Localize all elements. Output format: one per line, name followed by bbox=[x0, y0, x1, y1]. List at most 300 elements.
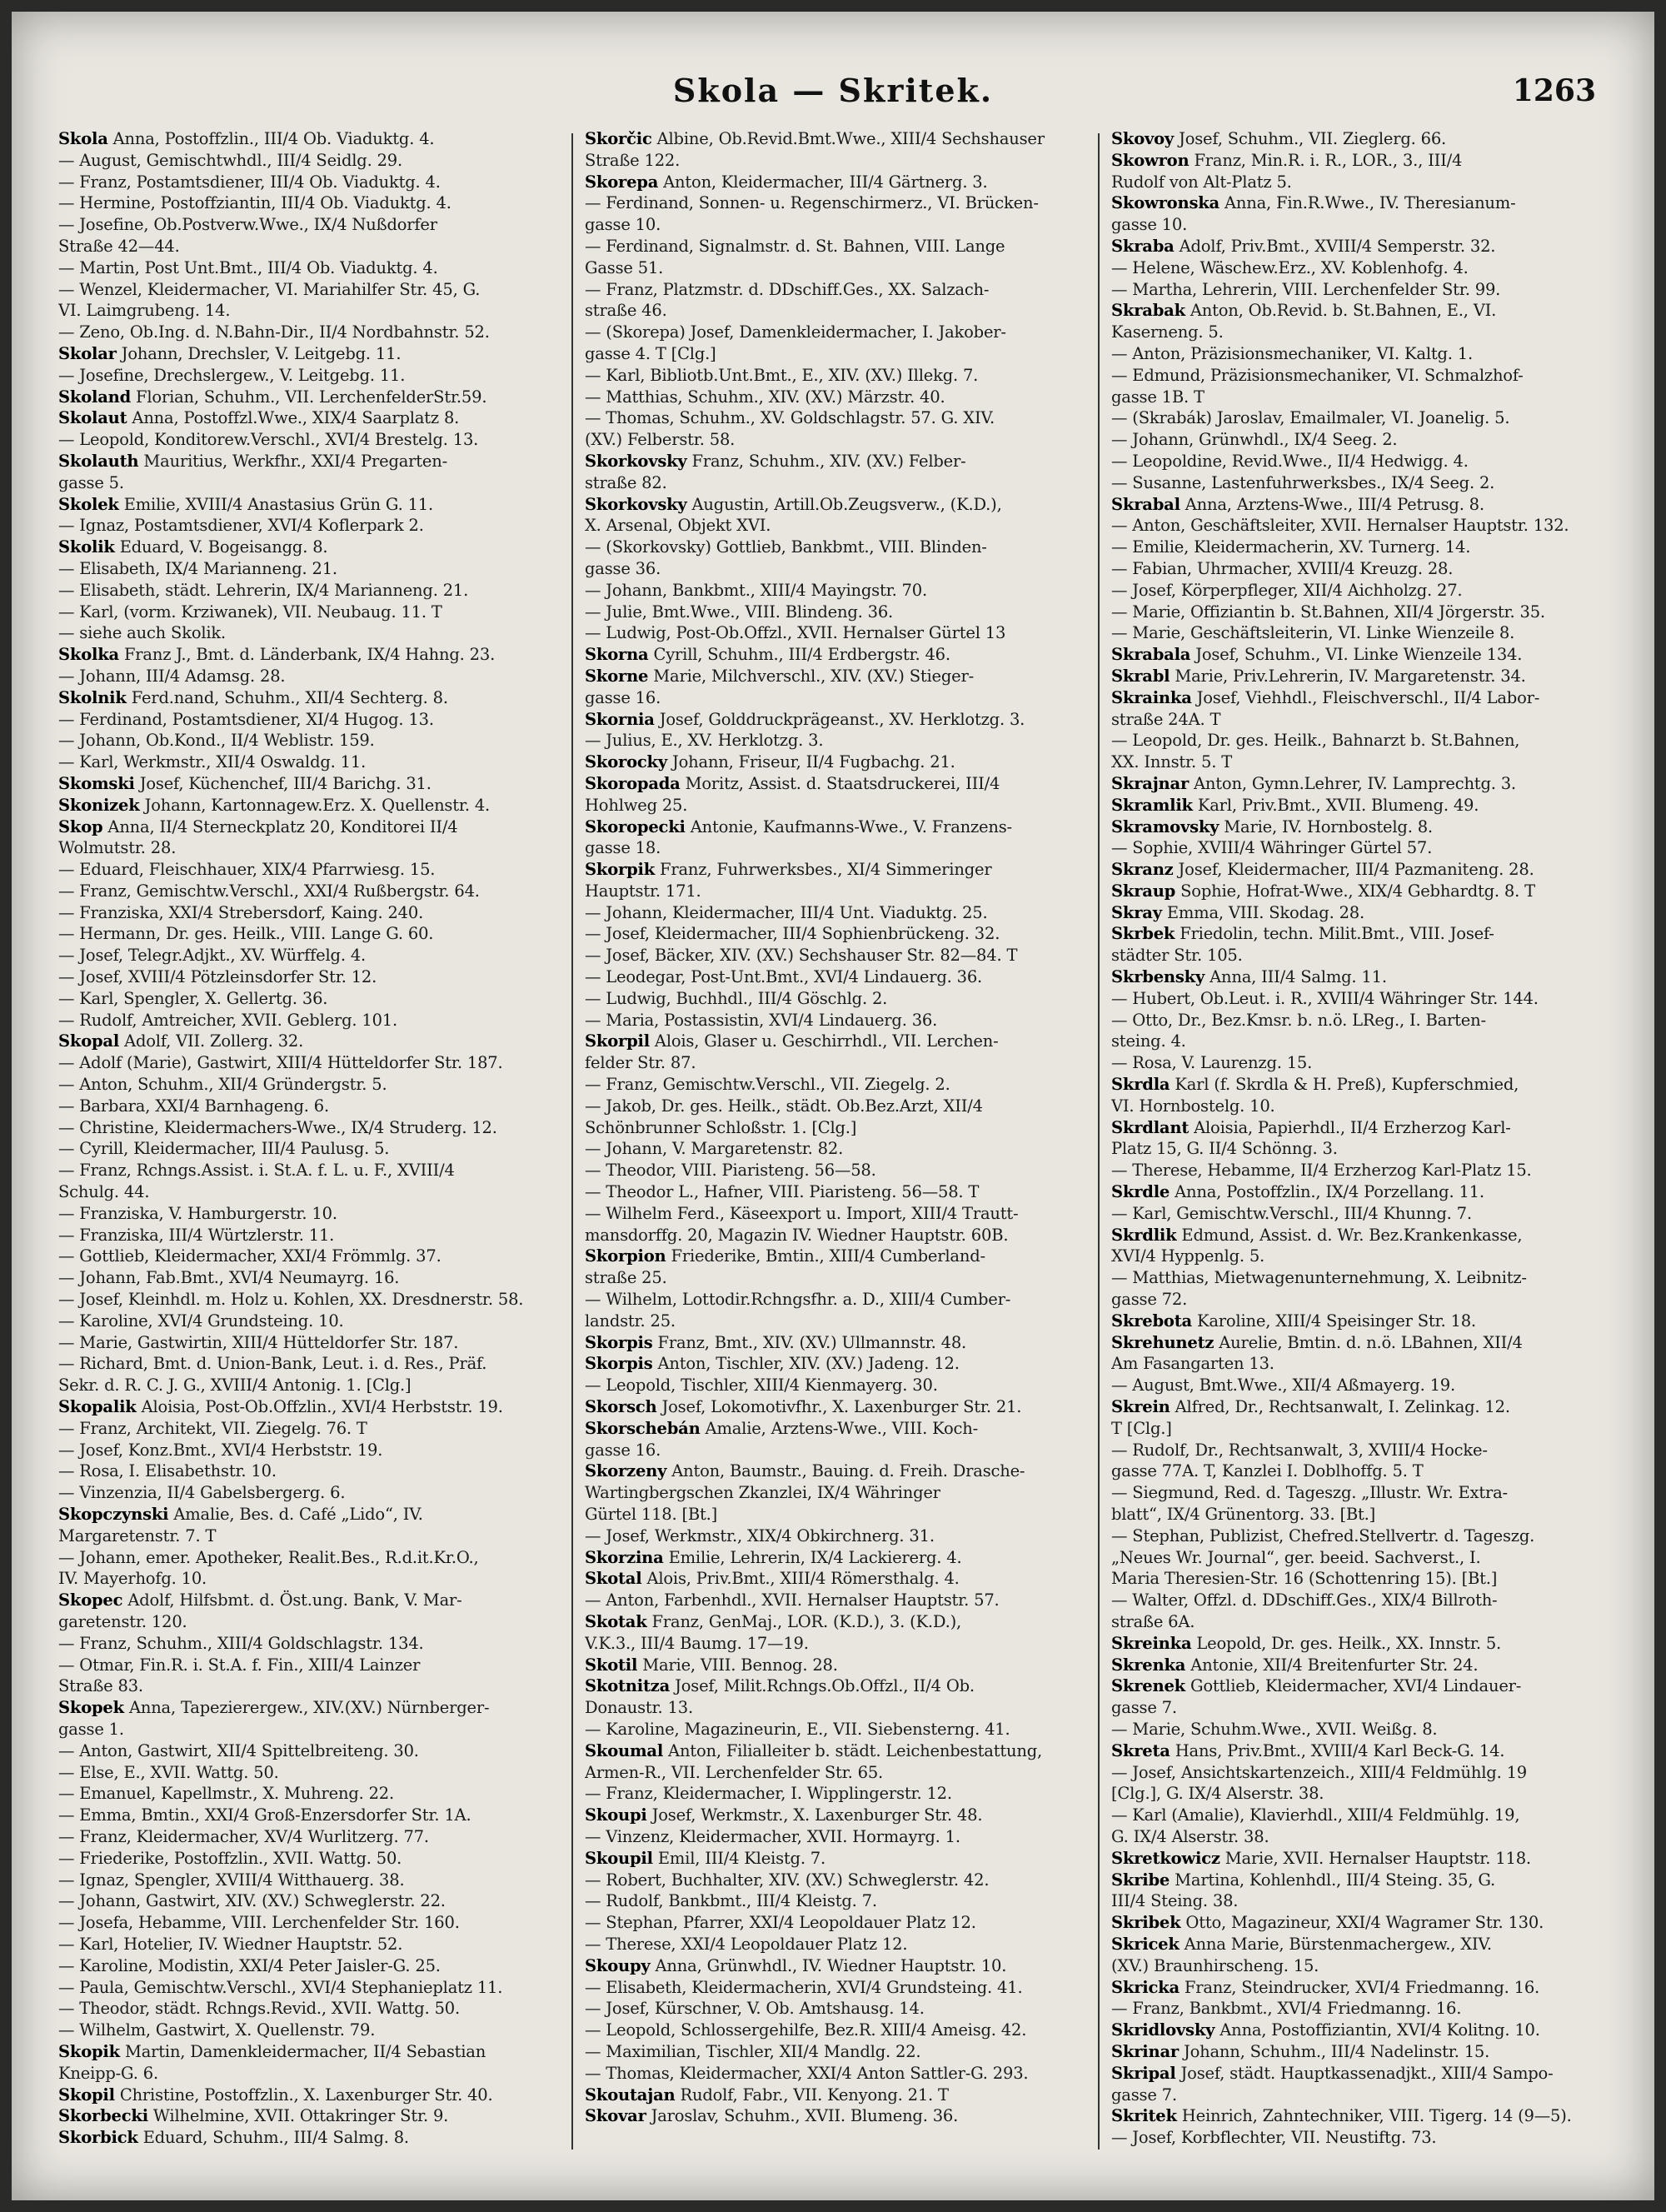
entry-text: Josef, Golddruckprägeanst., XV. Herklotzg. 3. bbox=[654, 709, 1025, 729]
entry-text: — Karl, Hotelier, IV. Wiedner Hauptstr. 52. bbox=[58, 1934, 403, 1954]
directory-entry-line bbox=[1111, 751, 1609, 773]
directory-entry-head bbox=[1111, 2020, 1609, 2041]
entry-surname: Skowronska bbox=[1111, 193, 1220, 213]
directory-entry-line bbox=[58, 1547, 556, 1569]
entry-text: landstr. 25. bbox=[585, 1311, 676, 1331]
entry-text: — Marie, Schuhm.Wwe., XVII. Weißg. 8. bbox=[1111, 1719, 1438, 1739]
entry-surname: Skomski bbox=[58, 773, 135, 793]
directory-entry-line bbox=[585, 558, 1083, 580]
directory-entry-line bbox=[1111, 343, 1609, 365]
entry-text: Rudolf von Alt-Platz 5. bbox=[1111, 172, 1292, 192]
directory-entry-line bbox=[1111, 451, 1609, 472]
entry-text: — Ignaz, Postamtsdiener, XVI/4 Koflerpark 2. bbox=[58, 516, 424, 536]
directory-entry-line bbox=[585, 730, 1083, 751]
page-header bbox=[12, 72, 1654, 118]
directory-entry-head bbox=[1111, 1912, 1609, 1934]
directory-entry-line bbox=[1111, 1010, 1609, 1031]
entry-text: Franz, Steindrucker, XVI/4 Friedmanng. 16. bbox=[1179, 1977, 1540, 1997]
entry-text: — Maria, Postassistin, XVI/4 Lindauerg. 36. bbox=[585, 1010, 938, 1030]
directory-entry-line bbox=[1111, 1525, 1609, 1547]
directory-entry-head bbox=[58, 1396, 556, 1418]
directory-entry-line bbox=[1111, 1246, 1609, 1267]
entry-surname: Skribek bbox=[1111, 1913, 1181, 1933]
entry-text: — Marie, Offiziantin b. St.Bahnen, XII/4 Jörgerstr. 35. bbox=[1111, 602, 1545, 622]
entry-text: VI. Laimgrubeng. 14. bbox=[58, 301, 231, 321]
directory-entry-line bbox=[585, 902, 1083, 924]
directory-entry-head bbox=[585, 1332, 1083, 1354]
directory-entry-line bbox=[58, 1203, 556, 1225]
directory-entry-head bbox=[585, 1848, 1083, 1870]
entry-text: — Leopoldine, Revid.Wwe., II/4 Hedwigg. 4. bbox=[1111, 451, 1469, 471]
directory-entry-line bbox=[1111, 1568, 1609, 1590]
entry-text: gasse 1. bbox=[58, 1719, 124, 1739]
directory-entry-line bbox=[58, 1675, 556, 1697]
directory-entry-head bbox=[1111, 300, 1609, 322]
entry-text: Moritz, Assist. d. Staatsdruckerei, III/4 bbox=[680, 773, 1000, 793]
directory-entry-line bbox=[58, 602, 556, 623]
entry-text: gasse 1B. T bbox=[1111, 387, 1205, 407]
entry-text: — Leodegar, Post-Unt.Bmt., XVI/4 Lindauerg. 36. bbox=[585, 967, 983, 987]
directory-entry-line bbox=[585, 1311, 1083, 1332]
entry-surname: Skotnitza bbox=[585, 1676, 671, 1696]
directory-entry-head bbox=[1111, 666, 1609, 687]
entry-text: — Therese, XXI/4 Leopoldauer Platz 12. bbox=[585, 1934, 908, 1954]
directory-entry-line bbox=[585, 537, 1083, 558]
entry-text: Anna, Fin.R.Wwe., IV. Theresianum- bbox=[1219, 193, 1516, 213]
directory-entry-line bbox=[585, 580, 1083, 602]
directory-entry-line bbox=[1111, 1719, 1609, 1740]
column-3 bbox=[1111, 128, 1609, 2161]
entry-text: — Zeno, Ob.Ing. d. N.Bahn-Dir., II/4 Nordbahnstr. 52. bbox=[58, 322, 490, 342]
entry-text: gasse 7. bbox=[1111, 1698, 1177, 1718]
entry-text: Adolf, Hilfsbmt. d. Öst.ung. Bank, V. Mar- bbox=[122, 1590, 462, 1610]
directory-entry-line bbox=[1111, 1998, 1609, 2020]
directory-entry-head bbox=[585, 1246, 1083, 1267]
entry-text: gasse 36. bbox=[585, 558, 661, 578]
entry-text: — Vinzenz, Kleidermacher, XVII. Hormayrg. 1. bbox=[585, 1826, 960, 1846]
entry-surname: Skorpion bbox=[585, 1246, 666, 1266]
entry-surname: Skola bbox=[58, 129, 108, 148]
directory-page bbox=[12, 12, 1654, 2200]
entry-text: — Walter, Offzl. d. DDschiff.Ges., XIX/4 Billroth- bbox=[1111, 1590, 1498, 1610]
directory-entry-line bbox=[585, 387, 1083, 408]
directory-entry-line bbox=[1111, 1805, 1609, 1826]
directory-entry-head bbox=[585, 494, 1083, 516]
entry-text: blatt“, IX/4 Grünentorg. 33. [Bt.] bbox=[1111, 1505, 1376, 1524]
entry-text: gasse 7. bbox=[1111, 2085, 1177, 2105]
entry-surname: Skorzina bbox=[585, 1547, 664, 1567]
entry-text: — Josefine, Ob.Postverw.Wwe., IX/4 Nußdorfer bbox=[58, 215, 437, 235]
entry-text: Anna, II/4 Sterneckplatz 20, Konditorei II/4 bbox=[102, 816, 458, 836]
entry-text: — siehe auch Skolik. bbox=[58, 623, 227, 643]
directory-entry-line bbox=[58, 1826, 556, 1848]
entry-surname: Skorepa bbox=[585, 172, 659, 192]
directory-entry-line bbox=[1111, 1418, 1609, 1440]
directory-entry-line bbox=[58, 192, 556, 214]
entry-text: Heinrich, Zahntechniker, VIII. Tigerg. 14 (9—5). bbox=[1176, 2106, 1572, 2126]
directory-entry-line bbox=[58, 1568, 556, 1590]
entry-text: Rudolf, Fabr., VII. Kenyong. 21. T bbox=[675, 2085, 949, 2105]
directory-entry-head bbox=[1111, 2041, 1609, 2063]
directory-entry-line bbox=[585, 300, 1083, 322]
column-divider bbox=[1098, 133, 1100, 2150]
directory-entry-line bbox=[1111, 1611, 1609, 1633]
directory-entry-line bbox=[585, 1870, 1083, 1891]
entry-text: (XV.) Felberstr. 58. bbox=[585, 430, 736, 450]
entry-surname: Skorna bbox=[585, 645, 649, 665]
directory-entry-line bbox=[1111, 472, 1609, 494]
entry-surname: Skotil bbox=[585, 1655, 638, 1675]
directory-entry-line bbox=[585, 687, 1083, 709]
entry-surname: Skrein bbox=[1111, 1397, 1170, 1417]
entry-text: — Rudolf, Bankbmt., III/4 Kleistg. 7. bbox=[585, 1891, 877, 1911]
directory-entry-line bbox=[1111, 214, 1609, 236]
directory-entry-line bbox=[58, 1955, 556, 1977]
entry-text: — Franz, Gemischtw.Verschl., VII. Ziegelg. 2. bbox=[585, 1075, 950, 1095]
entry-text: — Josefa, Hebamme, VIII. Lerchenfelder Str. 160. bbox=[58, 1913, 460, 1933]
entry-text: Franz, GenMaj., LOR. (K.D.), 3. (K.D.), bbox=[646, 1611, 962, 1631]
directory-entry-line bbox=[58, 622, 556, 644]
directory-entry-line bbox=[1111, 1547, 1609, 1569]
directory-entry-line bbox=[585, 1138, 1083, 1160]
directory-entry-line bbox=[585, 257, 1083, 279]
directory-entry-line bbox=[1111, 1203, 1609, 1225]
directory-entry-line bbox=[585, 1074, 1083, 1096]
entry-surname: Skorne bbox=[585, 666, 649, 686]
directory-entry-head bbox=[1111, 1675, 1609, 1697]
directory-entry-line bbox=[58, 558, 556, 580]
entry-surname: Skridlovsky bbox=[1111, 2020, 1215, 2040]
entry-text: Anna Marie, Bürstenmachergew., XIV. bbox=[1179, 1934, 1492, 1954]
entry-text: Karoline, XIII/4 Speisinger Str. 18. bbox=[1191, 1311, 1476, 1331]
entry-text: Florian, Schuhm., VII. LerchenfelderStr.59. bbox=[131, 387, 487, 407]
entry-text: — Emma, Bmtin., XXI/4 Groß-Enzersdorfer Str. 1A. bbox=[58, 1805, 471, 1825]
entry-surname: Skoupy bbox=[585, 1955, 651, 1975]
directory-entry-line bbox=[585, 795, 1083, 816]
directory-entry-line bbox=[1111, 1826, 1609, 1848]
entry-text: V.K.3., III/4 Baumg. 17—19. bbox=[585, 1633, 809, 1653]
directory-entry-line bbox=[585, 322, 1083, 343]
directory-entry-line bbox=[585, 1181, 1083, 1203]
entry-text: Gürtel 118. [Bt.] bbox=[585, 1505, 718, 1524]
entry-text: — Thomas, Kleidermacher, XXI/4 Anton Sattler-G. 293. bbox=[585, 2063, 1029, 2083]
directory-entry-line bbox=[1111, 1482, 1609, 1504]
entry-text: — Josef, Ansichtskartenzeich., XIII/4 Feldmühlg. 19 bbox=[1111, 1762, 1527, 1782]
directory-entry-line bbox=[585, 1267, 1083, 1289]
entry-text: — Barbara, XXI/4 Barnhageng. 6. bbox=[58, 1096, 329, 1116]
entry-text: — Stephan, Publizist, Chefred.Stellvertr. d. Tageszg. bbox=[1111, 1525, 1535, 1545]
directory-entry-line bbox=[58, 666, 556, 687]
entry-text: — Anton, Präzisionsmechaniker, VI. Kaltg. 1. bbox=[1111, 343, 1473, 363]
entry-text: Amalie, Arztens-Wwe., VIII. Koch- bbox=[700, 1418, 979, 1438]
entry-text: — Anton, Gastwirt, XII/4 Spittelbreiteng. 30. bbox=[58, 1740, 419, 1760]
entry-text: — Hermine, Postoffziantin, III/4 Ob. Viaduktg. 4. bbox=[58, 193, 451, 213]
directory-entry-head bbox=[585, 2105, 1083, 2127]
directory-entry-line bbox=[58, 1289, 556, 1311]
directory-entry-line bbox=[58, 1353, 556, 1375]
directory-entry-line bbox=[585, 1289, 1083, 1311]
entry-text: Eduard, V. Bogeisangg. 8. bbox=[114, 537, 328, 557]
directory-entry-line bbox=[1111, 580, 1609, 602]
entry-text: — Elisabeth, IX/4 Marianneng. 21. bbox=[58, 558, 337, 578]
entry-surname: Skricek bbox=[1111, 1934, 1180, 1954]
entry-surname: Skovoy bbox=[1111, 129, 1175, 148]
directory-entry-head bbox=[1111, 1934, 1609, 1955]
entry-text: — Franz, Kleidermacher, I. Wipplingerstr. 12. bbox=[585, 1784, 952, 1804]
entry-text: gasse 72. bbox=[1111, 1290, 1188, 1310]
directory-entry-line bbox=[1111, 1440, 1609, 1461]
directory-entry-head bbox=[585, 1740, 1083, 1762]
entry-text: straße 46. bbox=[585, 301, 667, 321]
entry-text: felder Str. 87. bbox=[585, 1053, 696, 1073]
entry-text: — Josefine, Drechslergew., V. Leitgebg. 11. bbox=[58, 365, 406, 385]
directory-entry-line bbox=[58, 1418, 556, 1440]
entry-text: — Elisabeth, städt. Lehrerin, IX/4 Marianneng. 21. bbox=[58, 580, 469, 600]
entry-text: — Franz, Schuhm., XIII/4 Goldschlagstr. 134. bbox=[58, 1633, 424, 1653]
entry-text: Emma, VIII. Skodag. 28. bbox=[1161, 902, 1364, 922]
entry-surname: Skraup bbox=[1111, 881, 1176, 901]
entry-surname: Skrehunetz bbox=[1111, 1332, 1215, 1352]
directory-entry-line bbox=[585, 1912, 1083, 1934]
directory-entry-head bbox=[585, 1955, 1083, 1977]
entry-text: Johann, Drechsler, V. Leitgebg. 11. bbox=[116, 343, 402, 363]
entry-text: Straße 122. bbox=[585, 150, 681, 170]
entry-text: — Rosa, V. Laurenzg. 15. bbox=[1111, 1053, 1313, 1073]
entry-text: Aloisia, Papierhdl., II/4 Erzherzog Karl- bbox=[1189, 1117, 1511, 1137]
directory-entry-head bbox=[1111, 1977, 1609, 1999]
directory-entry-line bbox=[58, 923, 556, 945]
entry-text: gasse 16. bbox=[585, 1440, 661, 1460]
entry-surname: Skranz bbox=[1111, 860, 1174, 880]
entry-text: — Ludwig, Buchhdl., III/4 Göschlg. 2. bbox=[585, 988, 888, 1008]
directory-entry-head bbox=[1111, 192, 1609, 214]
entry-text: Anna, Postoffzlin., III/4 Ob. Viaduktg. 4. bbox=[107, 129, 435, 148]
directory-entry-line bbox=[585, 1052, 1083, 1074]
entry-surname: Skrdlant bbox=[1111, 1117, 1190, 1137]
directory-entry-line bbox=[585, 945, 1083, 966]
entry-text: Otto, Magazineur, XXI/4 Wagramer Str. 130. bbox=[1180, 1913, 1544, 1933]
directory-entry-line bbox=[1111, 602, 1609, 623]
entry-text: Josef, Küchenchef, III/4 Barichg. 31. bbox=[134, 773, 431, 793]
entry-text: — Karl, (vorm. Krziwanek), VII. Neubaug. 11. T bbox=[58, 602, 442, 622]
entry-surname: Skotak bbox=[585, 1611, 647, 1631]
entry-text: — Susanne, Lastenfuhrwerksbes., IX/4 Seeg. 2. bbox=[1111, 472, 1495, 492]
entry-text: — Josef, Kleinhdl. m. Holz u. Kohlen, XX. Dresdnerstr. 58. bbox=[58, 1290, 524, 1310]
entry-surname: Skrinar bbox=[1111, 2041, 1179, 2061]
entry-text: — Emanuel, Kapellmstr., X. Muhreng. 22. bbox=[58, 1784, 395, 1804]
directory-entry-line bbox=[58, 322, 556, 343]
entry-text: Aloisia, Post-Ob.Offzlin., XVI/4 Herbststr. 19. bbox=[136, 1397, 503, 1417]
directory-entry-line bbox=[1111, 1096, 1609, 1117]
entry-text: — Thomas, Schuhm., XV. Goldschlagstr. 57. G. XIV. bbox=[585, 408, 995, 428]
directory-entry-line bbox=[585, 622, 1083, 644]
directory-entry-head bbox=[1111, 1633, 1609, 1655]
directory-entry-line bbox=[58, 1977, 556, 1999]
directory-entry-line bbox=[58, 902, 556, 924]
entry-surname: Skorsch bbox=[585, 1397, 657, 1417]
directory-entry-line bbox=[585, 1762, 1083, 1784]
directory-entry-line bbox=[1111, 1289, 1609, 1311]
directory-entry-line bbox=[58, 1655, 556, 1676]
entry-text: — Stephan, Pfarrer, XXI/4 Leopoldauer Platz 12. bbox=[585, 1913, 976, 1933]
entry-text: — Josef, Konz.Bmt., XVI/4 Herbststr. 19. bbox=[58, 1440, 383, 1460]
directory-entry-line bbox=[1111, 1955, 1609, 1977]
entry-text: Christine, Postoffzlin., X. Laxenburger Str. 40. bbox=[114, 2085, 493, 2105]
entry-text: Karl, Priv.Bmt., XVII. Blumeng. 49. bbox=[1192, 795, 1479, 815]
entry-text: Kneipp-G. 6. bbox=[58, 2063, 158, 2083]
directory-entry-head bbox=[585, 1805, 1083, 1826]
entry-text: — Franz, Architekt, VII. Ziegelg. 76. T bbox=[58, 1418, 367, 1438]
entry-surname: Skorkovsky bbox=[585, 494, 687, 514]
entry-text: — Christine, Kleidermachers-Wwe., IX/4 Struderg. 12. bbox=[58, 1117, 497, 1137]
directory-entry-head bbox=[1111, 687, 1609, 709]
entry-text: Kaserneng. 5. bbox=[1111, 322, 1224, 342]
entry-surname: Skrebota bbox=[1111, 1311, 1192, 1331]
entry-surname: Skop bbox=[58, 816, 103, 836]
entry-text: — Johann, Fab.Bmt., XVI/4 Neumayrg. 16. bbox=[58, 1268, 400, 1288]
directory-entry-line bbox=[585, 1998, 1083, 2020]
directory-entry-line bbox=[58, 988, 556, 1010]
entry-text: — Julius, E., XV. Herklotzg. 3. bbox=[585, 731, 824, 751]
entry-text: Donaustr. 13. bbox=[585, 1698, 693, 1718]
directory-entry-head bbox=[585, 172, 1083, 193]
entry-surname: Skorpis bbox=[585, 1354, 653, 1374]
directory-entry-head bbox=[585, 1547, 1083, 1569]
directory-entry-head bbox=[585, 773, 1083, 795]
directory-entry-head bbox=[585, 1655, 1083, 1676]
entry-text: (XV.) Braunhirscheng. 15. bbox=[1111, 1955, 1319, 1975]
directory-entry-line bbox=[585, 602, 1083, 623]
entry-text: Augustin, Artill.Ob.Zeugsverw., (K.D.), bbox=[686, 494, 1002, 514]
directory-entry-line bbox=[585, 192, 1083, 214]
entry-text: Anna, III/4 Salmg. 11. bbox=[1205, 967, 1387, 987]
directory-entry-line bbox=[58, 2020, 556, 2041]
entry-surname: Skripal bbox=[1111, 2063, 1176, 2083]
entry-text: — Karl (Amalie), Klavierhdl., XIII/4 Feldmühlg. 19, bbox=[1111, 1805, 1520, 1825]
directory-entry-line bbox=[58, 1870, 556, 1891]
directory-entry-line bbox=[585, 1482, 1083, 1504]
entry-text: — Josef, Bäcker, XIV. (XV.) Sechshauser Str. 82—84. T bbox=[585, 946, 1018, 966]
directory-entry-head bbox=[585, 751, 1083, 773]
entry-surname: Skopik bbox=[58, 2041, 120, 2061]
directory-entry-line bbox=[585, 1826, 1083, 1848]
directory-entry-head bbox=[58, 343, 556, 365]
directory-entry-line bbox=[58, 1138, 556, 1160]
entry-surname: Skrabak bbox=[1111, 301, 1185, 321]
entry-text: Platz 15, G. II/4 Schönng. 3. bbox=[1111, 1139, 1338, 1159]
entry-text: — Else, E., XVII. Wattg. 50. bbox=[58, 1762, 279, 1782]
directory-entry-head bbox=[585, 1611, 1083, 1633]
entry-text: — Marie, Gastwirtin, XIII/4 Hütteldorfer Str. 187. bbox=[58, 1332, 459, 1352]
directory-entry-head bbox=[58, 1590, 556, 1611]
entry-surname: Skorbick bbox=[58, 2128, 138, 2148]
directory-entry-head bbox=[1111, 966, 1609, 988]
entry-text: Josef, Schuhm., VII. Zieglerg. 66. bbox=[1174, 129, 1447, 148]
entry-text: Leopold, Dr. ges. Heilk., XX. Innstr. 5. bbox=[1191, 1633, 1502, 1653]
directory-entry-line bbox=[58, 1525, 556, 1547]
entry-text: — Josef, Korbflechter, VII. Neustiftg. 73. bbox=[1111, 2128, 1437, 2148]
directory-entry-line bbox=[58, 1783, 556, 1805]
entry-surname: Skorčic bbox=[585, 129, 652, 148]
entry-text: — Anton, Geschäftsleiter, XVII. Hernalser Hauptstr. 132. bbox=[1111, 516, 1569, 536]
entry-text: X. Arsenal, Objekt XVI. bbox=[585, 516, 771, 536]
directory-entry-head bbox=[585, 1461, 1083, 1482]
directory-entry-line bbox=[58, 945, 556, 966]
directory-entry-line bbox=[1111, 279, 1609, 301]
entry-text: Sekr. d. R. C. J. G., XVIII/4 Antonig. 1. [Clg.] bbox=[58, 1376, 412, 1396]
entry-text: gasse 4. T [Clg.] bbox=[585, 343, 716, 363]
entry-surname: Skorpik bbox=[585, 860, 656, 880]
entry-text: — Martin, Post Unt.Bmt., III/4 Ob. Viaduktg. 4. bbox=[58, 257, 438, 277]
directory-entry-line bbox=[585, 343, 1083, 365]
entry-text: — Theodor L., Hafner, VIII. Piaristeng. 56—58. T bbox=[585, 1182, 980, 1202]
entry-surname: Skovar bbox=[585, 2106, 646, 2126]
directory-entry-line bbox=[58, 1096, 556, 1117]
entry-text: XX. Innstr. 5. T bbox=[1111, 752, 1233, 772]
entry-text: Maria Theresien-Str. 16 (Schottenring 15). [Bt.] bbox=[1111, 1569, 1498, 1589]
directory-entry-line bbox=[585, 2020, 1083, 2041]
entry-surname: Skorpil bbox=[585, 1031, 650, 1051]
entry-surname: Skorbecki bbox=[58, 2106, 148, 2126]
entry-text: — Marie, Geschäftsleiterin, VI. Linke Wienzeile 8. bbox=[1111, 623, 1515, 643]
directory-entry-head bbox=[1111, 1074, 1609, 1096]
entry-text: Friedolin, techn. Milit.Bmt., VIII. Josef- bbox=[1175, 924, 1494, 944]
entry-text: XVI/4 Hyppenlg. 5. bbox=[1111, 1246, 1265, 1266]
directory-entry-line bbox=[1111, 1762, 1609, 1784]
entry-surname: Skolka bbox=[58, 645, 119, 665]
directory-entry-head bbox=[58, 1504, 556, 1525]
entry-text: Wartingbergschen Zkanzlei, IX/4 Währinger bbox=[585, 1483, 940, 1503]
entry-surname: Skoupi bbox=[585, 1805, 647, 1825]
directory-entry-head bbox=[1111, 1655, 1609, 1676]
directory-entry-line bbox=[585, 214, 1083, 236]
entry-text: — Ferdinand, Sonnen- u. Regenschirmerz., VI. Brücken- bbox=[585, 193, 1039, 213]
directory-entry-line bbox=[585, 1440, 1083, 1461]
entry-surname: Skoropecki bbox=[585, 816, 686, 836]
entry-text: Emilie, Lehrerin, IX/4 Lackiererg. 4. bbox=[663, 1547, 962, 1567]
directory-entry-line bbox=[1111, 365, 1609, 387]
entry-surname: Skrabl bbox=[1111, 666, 1170, 686]
entry-text: — Franz, Rchngs.Assist. i. St.A. f. L. u. F., XVIII/4 bbox=[58, 1161, 455, 1181]
entry-text: — Emilie, Kleidermacherin, XV. Turnerg. 14. bbox=[1111, 537, 1471, 557]
entry-text: — (Skorepa) Josef, Damenkleidermacher, I. Jakober- bbox=[585, 322, 1006, 342]
entry-text: — Adolf (Marie), Gastwirt, XIII/4 Hütteldorfer Str. 187. bbox=[58, 1053, 503, 1073]
directory-entry-head bbox=[1111, 1740, 1609, 1762]
directory-entry-line bbox=[585, 1203, 1083, 1225]
directory-entry-head bbox=[585, 2085, 1083, 2106]
entry-text: — Leopold, Dr. ges. Heilk., Bahnarzt b. St.Bahnen, bbox=[1111, 731, 1520, 751]
directory-entry-head bbox=[1111, 773, 1609, 795]
directory-entry-line bbox=[58, 1890, 556, 1912]
directory-entry-line bbox=[1111, 1031, 1609, 1052]
directory-entry-head bbox=[1111, 795, 1609, 816]
directory-entry-head bbox=[585, 1396, 1083, 1418]
entry-text: Adolf, VII. Zollerg. 32. bbox=[119, 1031, 304, 1051]
page-number: 1263 bbox=[1512, 73, 1596, 108]
entry-text: — Johann, emer. Apotheker, Realit.Bes., R.d.it.Kr.O., bbox=[58, 1547, 479, 1567]
entry-text: Hauptstr. 171. bbox=[585, 881, 701, 901]
entry-text: T [Clg.] bbox=[1111, 1418, 1172, 1438]
entry-text: Anna, Postoffzl.Wwe., XIX/4 Saarplatz 8. bbox=[127, 408, 460, 428]
entry-text: Antonie, XII/4 Breitenfurter Str. 24. bbox=[1185, 1655, 1479, 1675]
directory-entry-head bbox=[585, 859, 1083, 881]
directory-entry-head bbox=[58, 407, 556, 429]
entry-surname: Skolaut bbox=[58, 408, 127, 428]
directory-entry-line bbox=[585, 236, 1083, 257]
directory-entry-line bbox=[58, 236, 556, 257]
directory-entry-line bbox=[58, 2063, 556, 2085]
entry-text: — Karl, Bibliotb.Unt.Bmt., E., XIV. (XV.) Illekg. 7. bbox=[585, 365, 979, 385]
